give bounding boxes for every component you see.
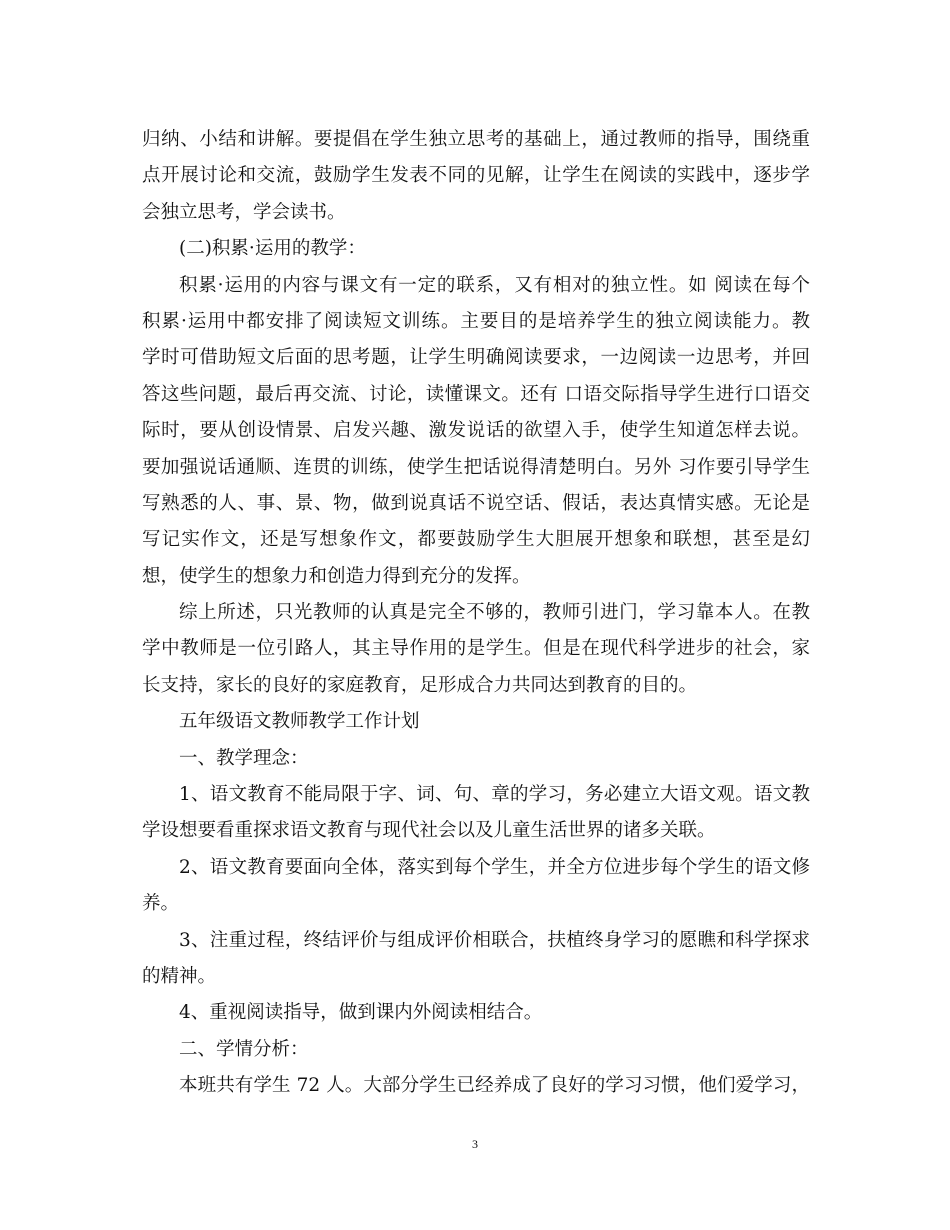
text-line: 3、注重过程，终结评价与组成评价相联合，扶植终身学习的愿瞧和科学探求 (179, 929, 810, 951)
text-line: 答这些问题，最后再交流、讨论，读懂课文。还有 口语交际指导学生进行口语交 (142, 383, 810, 405)
text-line: 写记实作文，还是写想象作文，都要鼓励学生大胆展开想象和联想，甚至是幻 (142, 529, 810, 551)
text-line: 写熟悉的人、事、景、物，做到说真话不说空话、假话，表达真情实感。无论是 (142, 492, 810, 514)
text-line: 一、教学理念： (179, 747, 309, 769)
text-line: 养。 (142, 893, 180, 915)
text-line: 会独立思考，学会读书。 (142, 201, 346, 223)
text-line: 要加强说话通顺、连贯的训练，使学生把话说得清楚明白。另外 习作要引导学生 (142, 456, 810, 478)
document-body (142, 122, 810, 1105)
text-line: 二、学情分析： (179, 1038, 309, 1060)
text-line: 综上所述，只光教师的认真是完全不够的，教师引进门，学习靠本人。在教 (179, 602, 810, 624)
text-line: 想，使学生的想象力和创造力得到充分的发挥。 (142, 565, 531, 587)
text-line: (二)积累·运用的教学： (179, 238, 366, 260)
text-line: 归纳、小结和讲解。要提倡在学生独立思考的基础上，通过教师的指导，围绕重 (142, 129, 810, 150)
text-line: 际时，要从创设情景、启发兴趣、激发说话的欲望入手，使学生知道怎样去说。 (142, 420, 810, 442)
text-line: 点开展讨论和交流，鼓励学生发表不同的见解，让学生在阅读的实践中，逐步学 (142, 165, 810, 187)
text-line: 学时可借助短文后面的思考题，让学生明确阅读要求，一边阅读一边思考，并回 (142, 347, 810, 369)
text-line: 2、语文教育要面向全体，落实到每个学生，并全方位进步每个学生的语文修 (179, 856, 810, 878)
text-line: 学中教师是一位引路人，其主导作用的是学生。但是在现代科学进步的社会，家 (142, 638, 810, 660)
text-line: 本班共有学生 72 人。大部分学生已经养成了良好的学习习惯，他们爱学习， (179, 1075, 810, 1097)
text-line: 五年级语文教师教学工作计划 (179, 711, 420, 733)
page-number: 3 (472, 1137, 478, 1151)
text-line: 学设想要看重探求语文教育与现代社会以及儿童生活世界的诸多关联。 (142, 820, 716, 842)
text-line: 4、重视阅读指导，做到课内外阅读相结合。 (179, 1002, 543, 1024)
text-line: 长支持，家长的良好的家庭教育，足形成合力共同达到教育的目的。 (142, 674, 698, 696)
text-line: 1、语文教育不能局限于字、词、句、章的学习，务必建立大语文观。语文教 (179, 784, 810, 806)
text-line: 的精神。 (142, 965, 217, 987)
text-line: 积累·运用中都安排了阅读短文训练。主要目的是培养学生的独立阅读能力。教 (142, 310, 810, 332)
text-line: 积累·运用的内容与课文有一定的联系，又有相对的独立性。如 阅读在每个 (179, 274, 810, 296)
